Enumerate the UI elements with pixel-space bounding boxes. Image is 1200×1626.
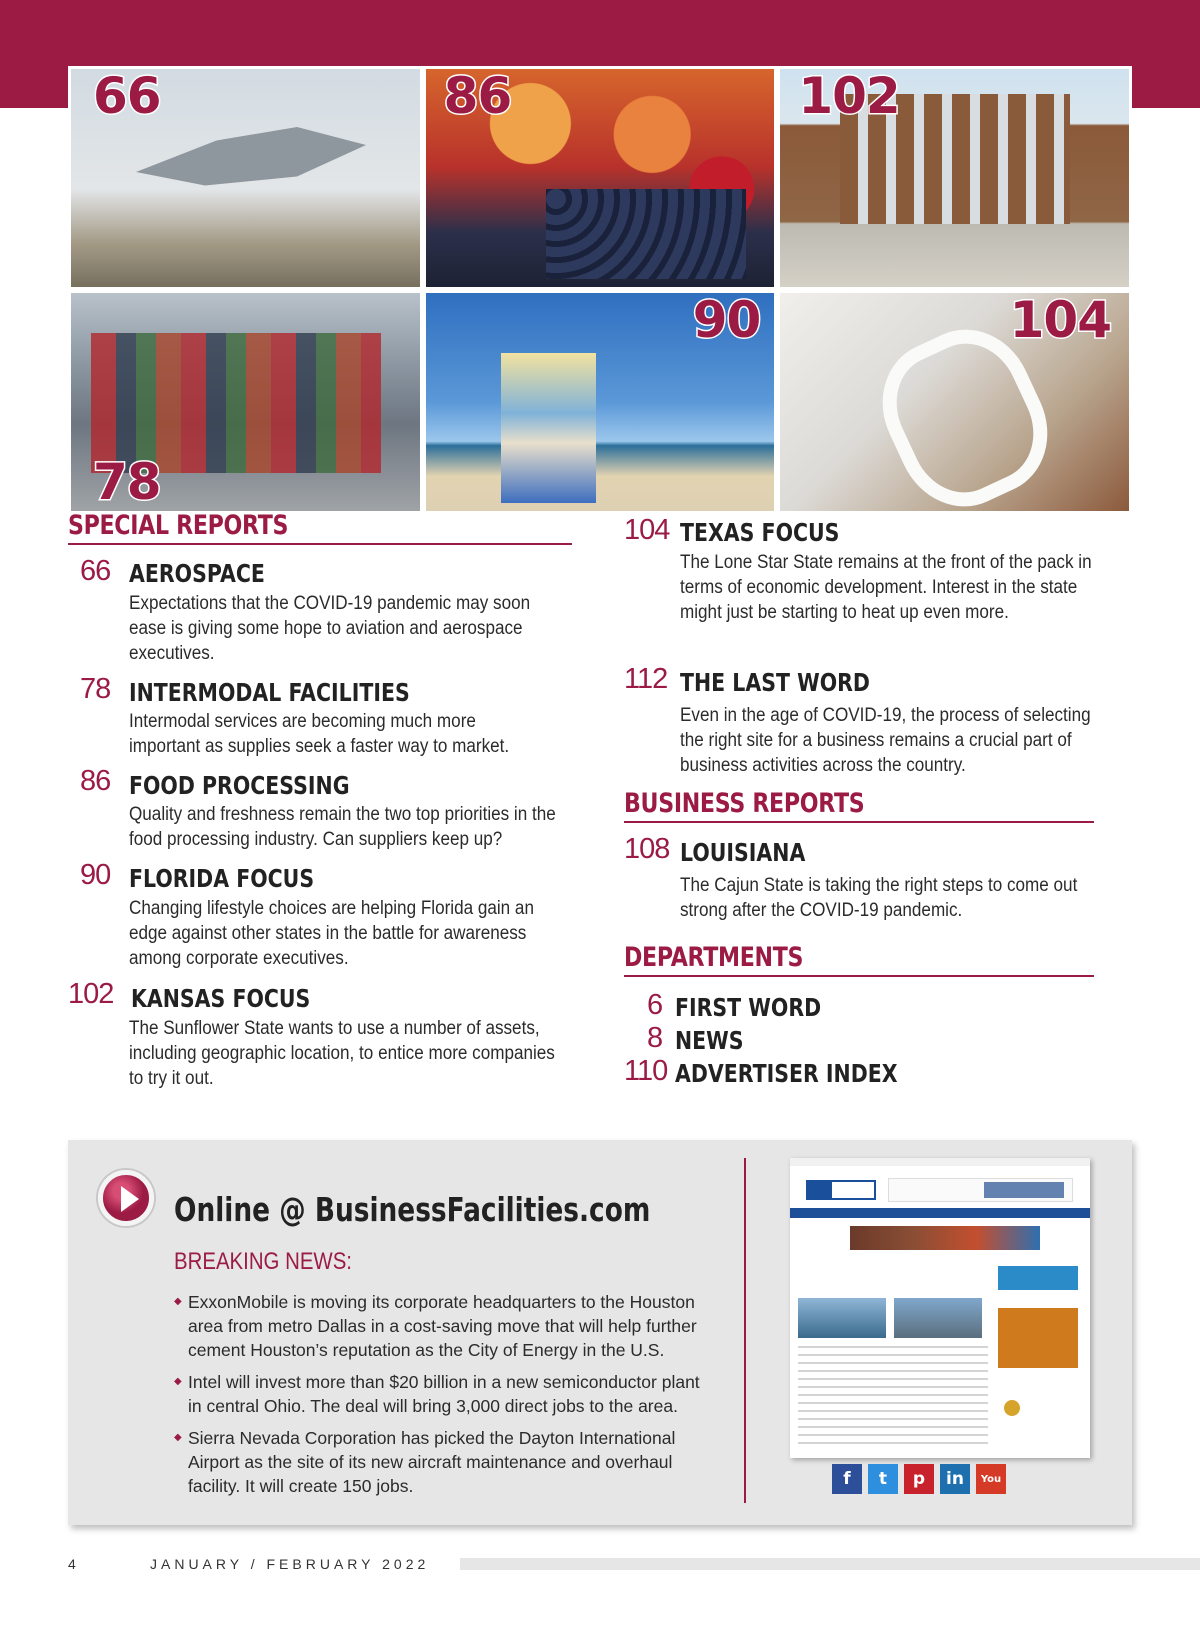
- entry-title: FLORIDA FOCUS: [129, 864, 315, 893]
- section-rule: [624, 821, 1094, 823]
- entry-description: Even in the age of COVID-19, the process of selecting the right site for a business remains a crucial part of business activities across the country.: [680, 705, 1091, 776]
- special-reports-section: [68, 510, 558, 1089]
- section-heading: SPECIAL REPORTS: [68, 510, 289, 541]
- online-title[interactable]: Online @ BusinessFacilities.com: [174, 1190, 651, 1229]
- website-screenshot[interactable]: [790, 1158, 1090, 1458]
- entry-title: NEWS: [675, 1026, 744, 1055]
- entry-title: LOUISIANA: [680, 838, 806, 867]
- entry-title: FOOD PROCESSING: [129, 771, 350, 800]
- containers-shape: [91, 333, 381, 473]
- page-number: 90: [80, 859, 111, 891]
- photo-aerospace[interactable]: [71, 69, 420, 287]
- page-number: 6: [647, 989, 663, 1021]
- photo-page-number: 78: [93, 453, 161, 511]
- page-number: 110: [624, 1055, 668, 1087]
- social-icons: [832, 1464, 1006, 1494]
- twitter-icon[interactable]: t: [868, 1464, 898, 1494]
- news-list: [174, 1290, 704, 1506]
- entry-title: TEXAS FOCUS: [680, 518, 840, 547]
- breaking-news-label: BREAKING NEWS:: [174, 1248, 352, 1275]
- page-number: 78: [80, 673, 111, 705]
- site-text-lines: [798, 1346, 988, 1446]
- photo-page-number: 86: [443, 69, 512, 125]
- page-number: 102: [68, 978, 114, 1010]
- page-number: 104: [624, 514, 670, 546]
- page-number: 8: [647, 1022, 663, 1054]
- section-heading: BUSINESS REPORTS: [624, 788, 865, 819]
- panel-divider: [744, 1158, 746, 1503]
- entry-title: INTERMODAL FACILITIES: [129, 678, 410, 707]
- entry-title: FIRST WORD: [675, 993, 822, 1022]
- entry-description: The Lone Star State remains at the front of the pack in terms of economic development. Interest in the state might just be starting to heat up even more.: [680, 552, 1092, 623]
- site-banner-ad: [888, 1178, 1073, 1202]
- page-number: 108: [624, 833, 670, 865]
- entry-description: Expectations that the COVID-19 pandemic may soon ease is giving some hope to aviation and aerospace executives.: [129, 593, 531, 664]
- footer-bar: [460, 1558, 1200, 1570]
- site-logo: [806, 1180, 876, 1200]
- entry-description: Changing lifestyle choices are helping Florida gain an edge against other states in the battle for awareness among corporate executives.: [129, 898, 534, 969]
- linkedin-icon[interactable]: in: [940, 1464, 970, 1494]
- entry-description: Quality and freshness remain the two top priorities in the food processing industry. Can suppliers keep up?: [129, 804, 556, 850]
- site-side-ad: [998, 1308, 1078, 1368]
- site-nav: [790, 1208, 1090, 1218]
- entry-description: The Sunflower State wants to use a number of assets, including geographic location, to entice more companies to try it out.: [129, 1018, 555, 1089]
- departments-section: [624, 942, 1094, 1088]
- facebook-icon[interactable]: f: [832, 1464, 862, 1494]
- news-item[interactable]: ◆ Sierra Nevada Corporation has picked the Dayton International Airport as the site of its new aircraft maintenance and overhaul facility. It will create 150 jobs.: [174, 1426, 704, 1498]
- section-rule: [624, 975, 1094, 977]
- photo-florida[interactable]: [426, 293, 775, 511]
- photo-food[interactable]: [426, 69, 775, 287]
- entry-title: THE LAST WORD: [680, 668, 870, 697]
- photo-page-number: 102: [798, 69, 900, 125]
- site-award-seal: [1004, 1400, 1020, 1416]
- entry-title: ADVERTISER INDEX: [675, 1059, 898, 1088]
- youtube-icon[interactable]: You: [976, 1464, 1006, 1494]
- issue-date: JANUARY / FEBRUARY 2022: [150, 1556, 430, 1572]
- play-icon[interactable]: [98, 1170, 154, 1226]
- site-article-image: [798, 1298, 886, 1338]
- entry-title: AEROSPACE: [129, 559, 265, 588]
- site-cta: [998, 1266, 1078, 1290]
- page-number-footer: 4: [68, 1556, 77, 1572]
- pinterest-icon[interactable]: p: [904, 1464, 934, 1494]
- jet-shape: [136, 109, 366, 199]
- site-focus-banner: [850, 1226, 1040, 1250]
- online-panel: [68, 1140, 1132, 1525]
- entry-description: The Cajun State is taking the right steps to come out strong after the COVID-19 pandemic.: [680, 875, 1078, 921]
- page-number: 86: [80, 765, 111, 797]
- photo-texas[interactable]: [780, 293, 1129, 511]
- page-number: 66: [80, 555, 111, 587]
- photo-grid: [68, 66, 1132, 514]
- entry-title: KANSAS FOCUS: [131, 984, 311, 1013]
- business-reports-section: [624, 788, 1094, 921]
- site-topbar: [790, 1158, 1090, 1166]
- news-item[interactable]: ◆ ExxonMobile is moving its corporate headquarters to the Houston area from metro Dallas in a cost-saving move that will help further cement Houston’s reputation as the City of Energy in the U.S.: [174, 1290, 704, 1362]
- photo-page-number: 90: [692, 293, 761, 349]
- photo-kansas[interactable]: [780, 69, 1129, 287]
- photo-intermodal[interactable]: [71, 293, 420, 511]
- blueberry-crates: [546, 189, 746, 279]
- lifeguard-tower-shape: [501, 353, 596, 503]
- section-heading: DEPARTMENTS: [624, 942, 804, 973]
- photo-page-number: 66: [93, 69, 161, 125]
- news-item[interactable]: ◆ Intel will invest more than $20 billion in a new semiconductor plant in central Ohio. The deal will bring 3,000 direct jobs to the area.: [174, 1370, 704, 1418]
- section-rule: [68, 543, 572, 545]
- photo-page-number: 104: [1009, 293, 1111, 349]
- entry-description: Intermodal services are becoming much more important as supplies seek a faster way to market.: [129, 711, 510, 757]
- site-article-image: [894, 1298, 982, 1338]
- page-number: 112: [624, 663, 668, 695]
